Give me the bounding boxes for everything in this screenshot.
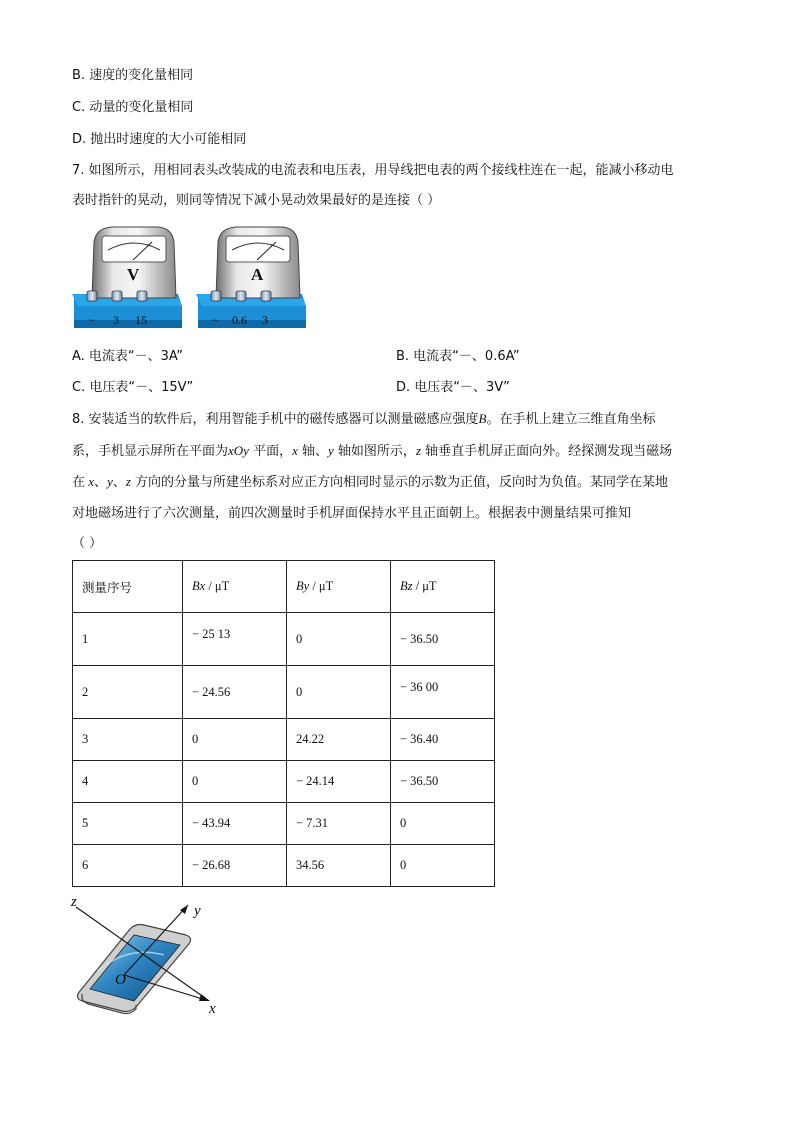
table-header-cell: 测量序号 <box>73 561 183 613</box>
q8-stem-line2: 系，手机显示屏所在平面为xOy 平面，x 轴、y 轴如图所示，z 轴垂直手机屏正面向外。经探测发现当磁场 <box>72 443 673 459</box>
table-row <box>73 719 495 761</box>
voltmeter-terminal-neg: − <box>88 313 95 327</box>
table-cell: 0 <box>183 719 287 761</box>
y-axis-label: y <box>194 903 201 919</box>
table-row <box>73 761 495 803</box>
table-header-cell: Bz / μT <box>391 561 495 613</box>
table-cell: 0 <box>391 845 495 887</box>
table-cell: 24.22 <box>287 719 391 761</box>
origin-label: O <box>115 972 126 988</box>
table-header-row <box>73 561 495 613</box>
table-cell: − 7.31 <box>287 803 391 845</box>
q7-stem-line2: 表时指针的晃动，则同等情况下减小晃动效果最好的是连接（ ） <box>72 193 441 208</box>
table-cell: − 24.14 <box>287 761 391 803</box>
meters-figure <box>72 224 312 340</box>
table-cell: 2 <box>73 666 183 719</box>
measurement-table <box>72 560 495 887</box>
table-cell: 0 <box>287 666 391 719</box>
table-cell: 1 <box>73 613 183 666</box>
ammeter <box>196 227 306 328</box>
table-cell: 5 <box>73 803 183 845</box>
q7-option-d: D. 电压表“－、3V” <box>396 380 510 395</box>
phone-axes-figure <box>68 893 228 1021</box>
voltmeter-terminal-3: 3 <box>113 313 119 327</box>
table-cell: 4 <box>73 761 183 803</box>
z-axis-label: z <box>71 894 77 910</box>
table-cell: − 36.40 <box>391 719 495 761</box>
table-cell: 3 <box>73 719 183 761</box>
table-cell: 34.56 <box>287 845 391 887</box>
q8-stem-line5: （ ） <box>72 536 103 551</box>
voltmeter <box>72 227 182 328</box>
table-row <box>73 845 495 887</box>
table-row <box>73 803 495 845</box>
option-c-prev: C. 动量的变化量相同 <box>72 100 194 115</box>
table-header-cell: By / μT <box>287 561 391 613</box>
table-cell: 0 <box>391 803 495 845</box>
ammeter-terminal-3: 3 <box>262 313 268 327</box>
table-cell: 0 <box>183 761 287 803</box>
q7-option-b: B. 电流表“－、0.6A” <box>396 349 520 364</box>
table-row <box>73 666 495 719</box>
table-cell: − 36 00 <box>391 666 495 719</box>
table-cell: − 36.50 <box>391 761 495 803</box>
option-d-prev: D. 抛出时速度的大小可能相同 <box>72 132 247 147</box>
x-axis-label: x <box>209 1001 216 1017</box>
q7-option-c: C. 电压表“－、15V” <box>72 380 194 395</box>
table-cell: − 26.68 <box>183 845 287 887</box>
ammeter-letter: A <box>251 265 264 284</box>
q7-option-a: A. 电流表“－、3A” <box>72 349 183 364</box>
q7-stem-line1: 7. 如图所示，用相同表头改装成的电流表和电压表，用导线把电表的两个接线柱连在一起，能减小移动电 <box>72 163 674 178</box>
voltmeter-letter: V <box>127 265 140 284</box>
voltmeter-terminal-15: 15 <box>135 313 147 327</box>
table-cell: − 25 13 <box>183 613 287 666</box>
ammeter-terminal-neg: − <box>212 313 219 327</box>
q8-stem-line4: 对地磁场进行了六次测量，前四次测量时手机屏面保持水平且正面朝上。根据表中测量结果可推知 <box>72 506 632 521</box>
table-cell: − 43.94 <box>183 803 287 845</box>
table-cell: 0 <box>287 613 391 666</box>
table-cell: − 36.50 <box>391 613 495 666</box>
ammeter-terminal-06: 0.6 <box>232 313 247 327</box>
table-cell: 6 <box>73 845 183 887</box>
table-header-cell: Bx / μT <box>183 561 287 613</box>
q8-stem-line3: 在 x、y、z 方向的分量与所建坐标系对应正方向相同时显示的示数为正值，反向时为负值。某同学在某地 <box>72 474 669 490</box>
option-b-prev: B. 速度的变化量相同 <box>72 68 194 83</box>
table-row <box>73 613 495 666</box>
table-cell: − 24.56 <box>183 666 287 719</box>
q8-stem-line1: 8. 安装适当的软件后，利用智能手机中的磁传感器可以测量磁感应强度B。在手机上建立三维直角坐标 <box>72 411 656 427</box>
